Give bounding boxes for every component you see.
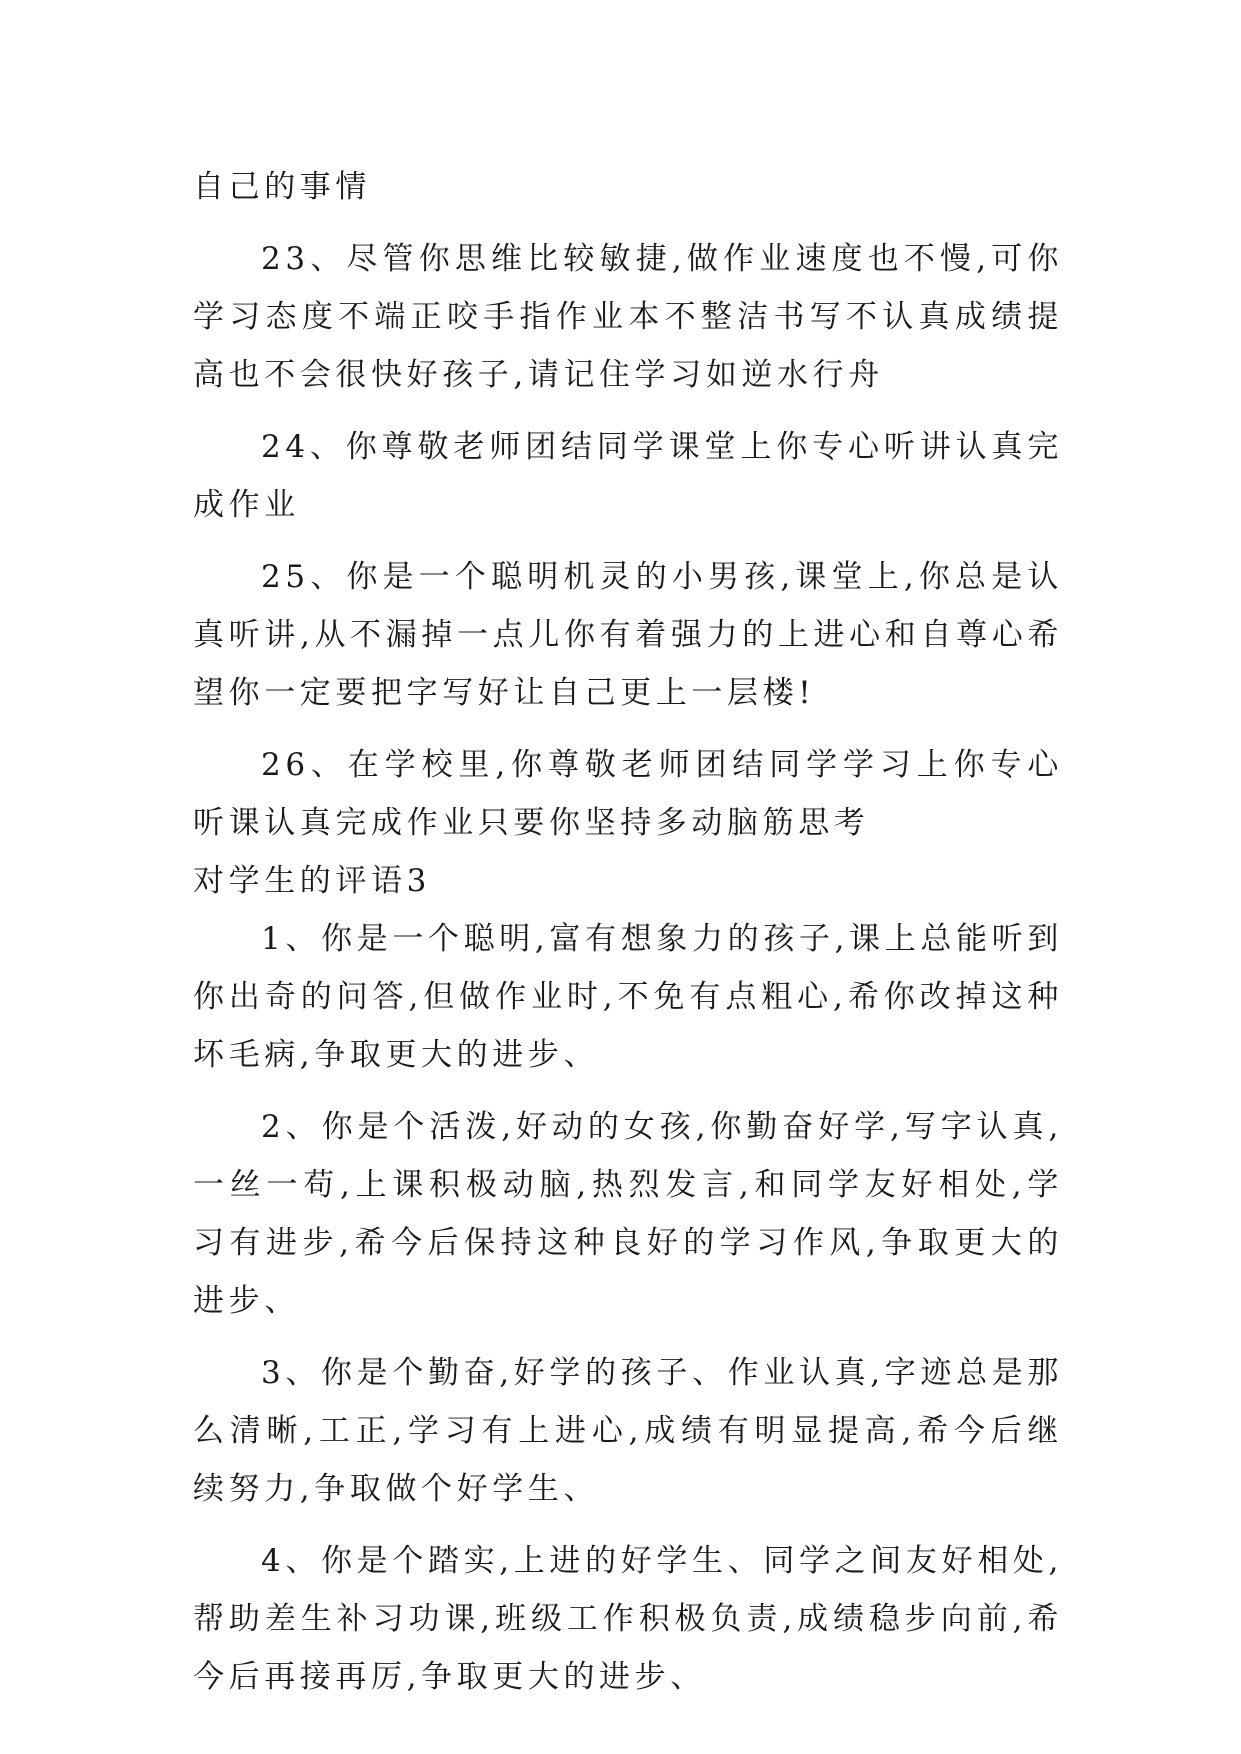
continuation-text: 自己的事情 (193, 169, 371, 205)
section-heading: 对学生的评语3 (193, 863, 431, 899)
list-item: 3、你是个勤奋,好学的孩子、作业认真,字迹总是那么清晰,工正,学习有上进心,成绩有明显提高,希今后继续努力,争取做个好学生、 (193, 1355, 1063, 1507)
document-body (193, 158, 1063, 1720)
list-item: 26、在学校里,你尊敬老师团结同学学习上你专心听课认真完成作业只要你坚持多动脑筋思考 (193, 747, 1063, 841)
list-item: 23、尽管你思维比较敏捷,做作业速度也不慢,可你学习态度不端正咬手指作业本不整洁书写不认真成绩提高也不会很快好孩子,请记住学习如逆水行舟 (193, 241, 1063, 393)
list-item: 25、你是一个聪明机灵的小男孩,课堂上,你总是认真听讲,从不漏掉一点儿你有着强力的上进心和自尊心希望你一定要把字写好让自己更上一层楼! (193, 559, 1063, 711)
list-item: 2、你是个活泼,好动的女孩,你勤奋好学,写字认真,一丝一苟,上课积极动脑,热烈发言,和同学友好相处,学习有进步,希今后保持这种良好的学习作风,争取更大的进步、 (193, 1109, 1063, 1319)
list-item: 24、你尊敬老师团结同学课堂上你专心听讲认真完成作业 (193, 429, 1063, 523)
list-item: 4、你是个踏实,上进的好学生、同学之间友好相处,帮助差生补习功课,班级工作积极负责,成绩稳步向前,希今后再接再厉,争取更大的进步、 (193, 1543, 1063, 1695)
list-item: 1、你是一个聪明,富有想象力的孩子,课上总能听到你出奇的问答,但做作业时,不免有点粗心,希你改掉这种坏毛病,争取更大的进步、 (193, 921, 1063, 1073)
